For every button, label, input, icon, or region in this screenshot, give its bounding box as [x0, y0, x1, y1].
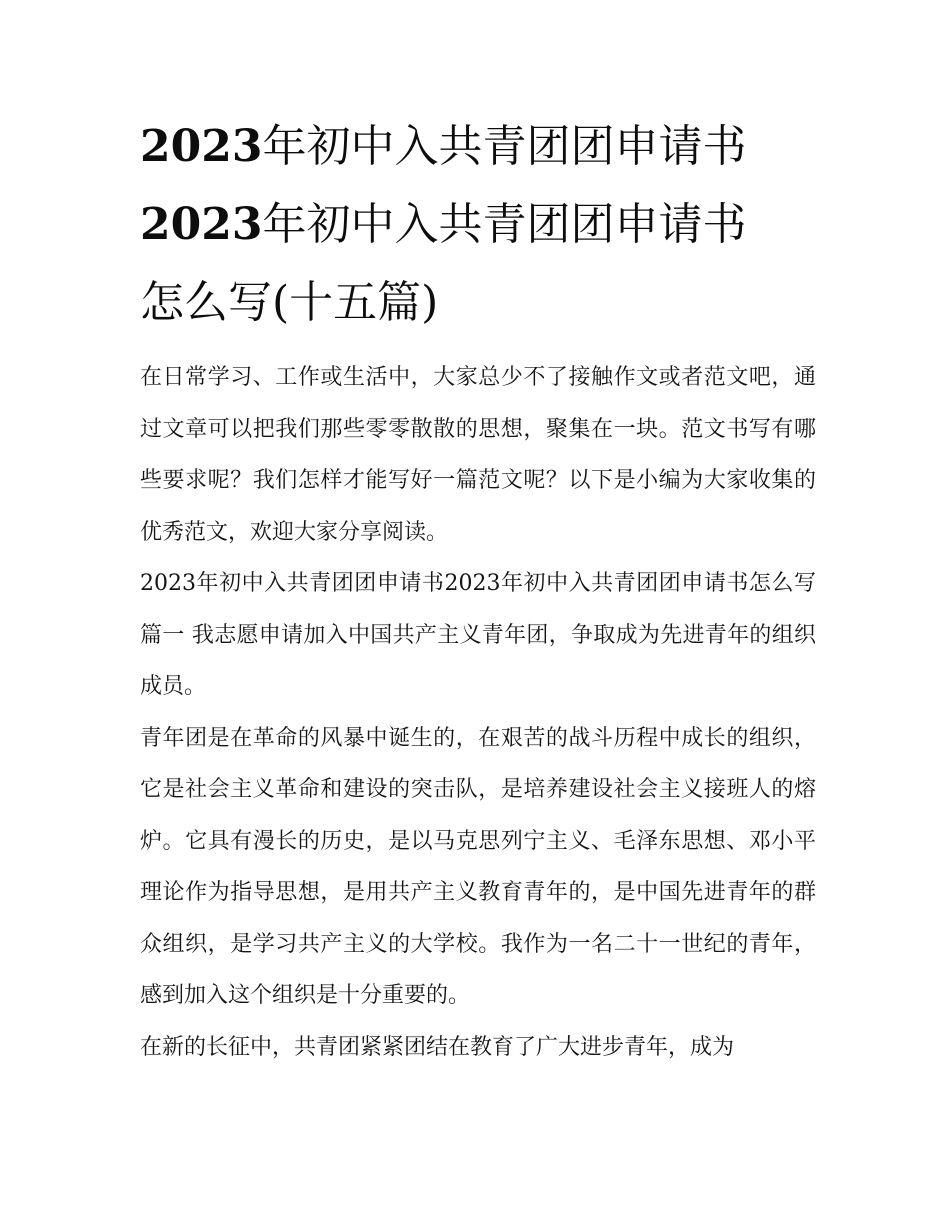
paragraph-intro: 在日常学习、工作或生活中，大家总少不了接触作文或者范文吧，通过文章可以把我们那些零零散散的思想，聚集在一块。范文书写有哪些要求呢？我们怎样才能写好一篇范文呢？以下是小编为大家收集的优秀范文，欢迎大家分享阅读。	[140, 365, 816, 545]
title-line-2-number: 2023	[140, 199, 263, 250]
title-line-1-number: 2023	[140, 121, 263, 172]
paragraph-heading-article-one: 2023年初中入共青团团申请书2023年初中入共青团团申请书怎么写篇一 我志愿申请加入中国共产主义青年团，争取成为先进青年的组织成员。	[140, 571, 816, 699]
paragraph-youth-league: 青年团是在革命的风暴中诞生的，在艰苦的战斗历程中成长的组织，它是社会主义革命和建设的突击队，是培养建设社会主义接班人的熔炉。它具有漫长的历史，是以马克思列宁主义、毛泽东思想、邓小平理论作为指导思想，是用共产主义教育青年的，是中国先进青年的群众组织，是学习共产主义的大学校。我作为一名二十一世纪的青年，感到加入这个组织是十分重要的。	[140, 725, 816, 1008]
title-line-1-text: 年初中入共青团团申请书	[262, 121, 747, 172]
paragraph-new-long-march: 在新的长征中，共青团紧紧团结在教育了广大进步青年，成为	[140, 1034, 735, 1060]
title-line-2	[140, 199, 746, 250]
document-content	[140, 108, 816, 1073]
title-line-1	[140, 121, 746, 172]
title-line-2-text: 年初中入共青团团申请书	[262, 199, 747, 250]
document-title	[140, 108, 816, 342]
title-line-3-text: 怎么写(十五篇)	[140, 277, 439, 328]
title-line-3	[140, 277, 438, 328]
